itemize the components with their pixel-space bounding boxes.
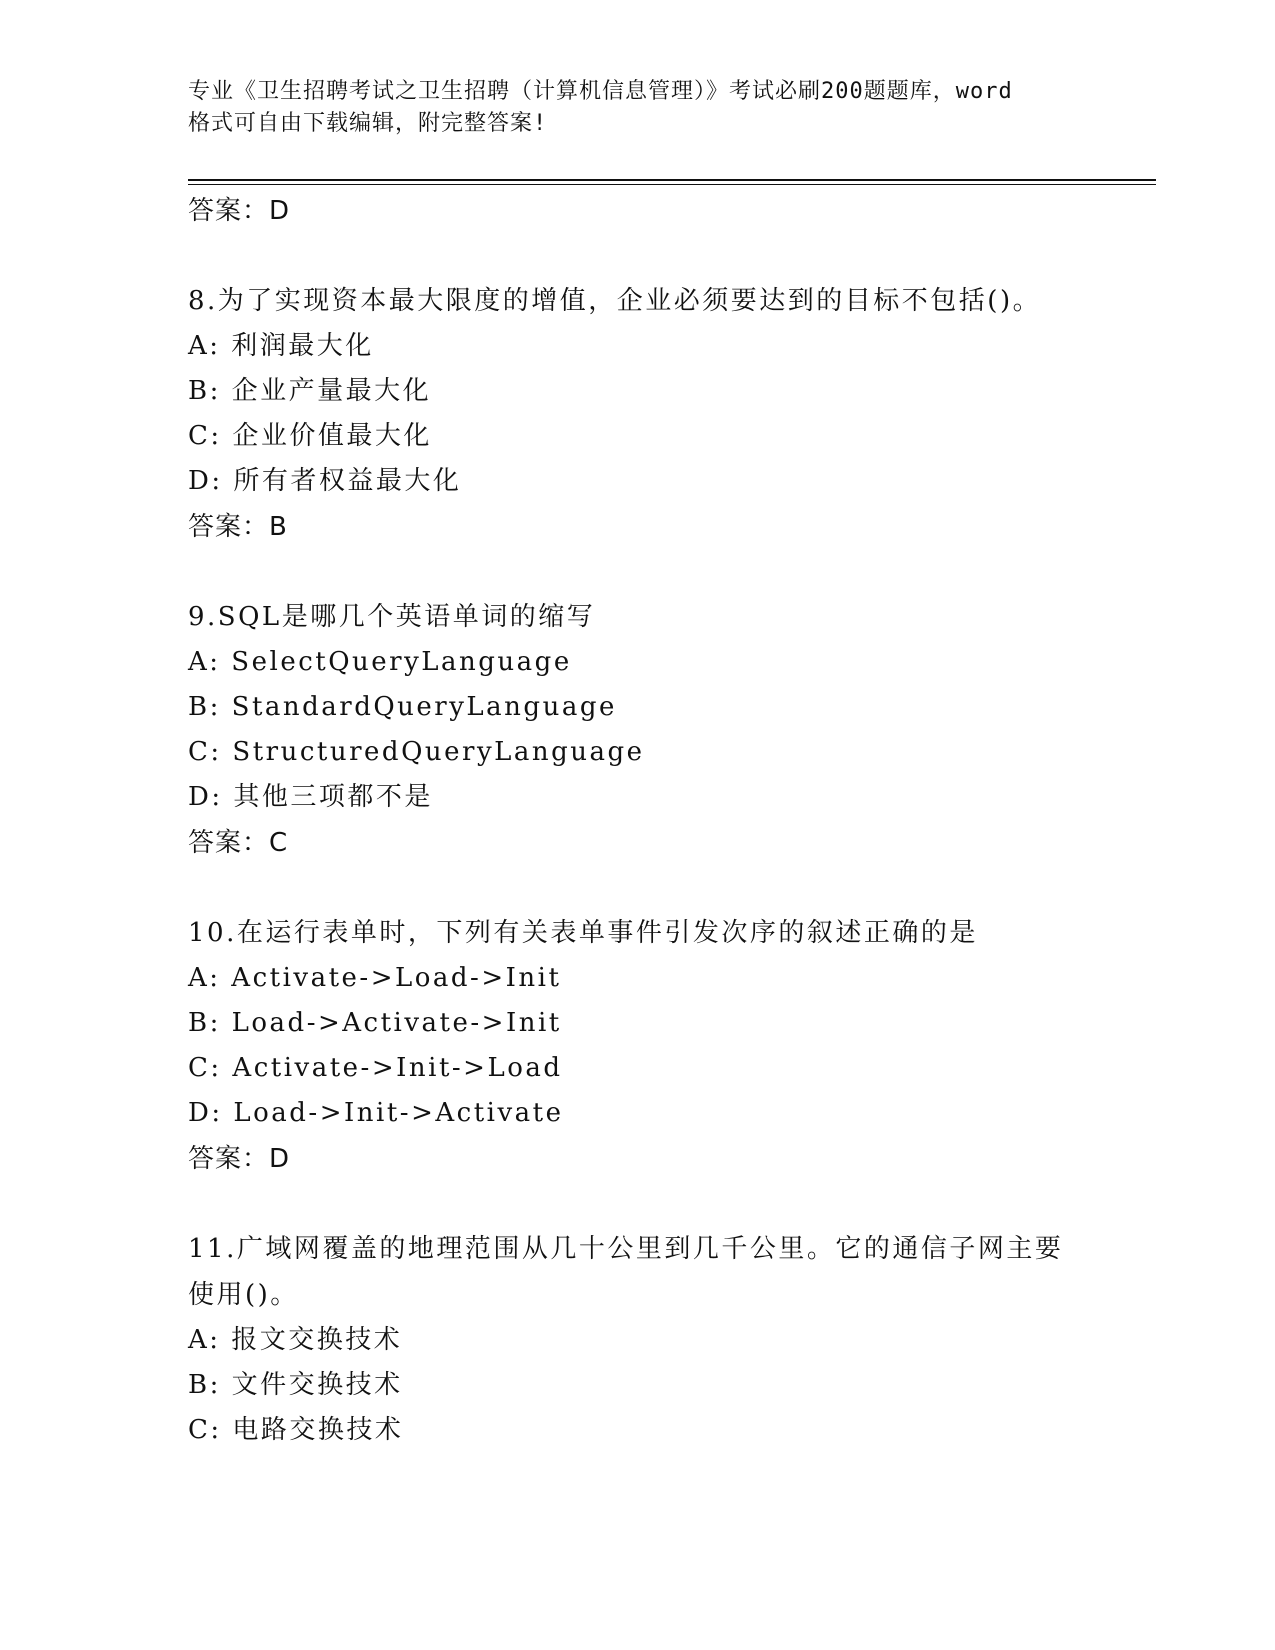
option-d: D: 所有者权益最大化 [188,466,462,496]
question-block [188,910,1108,1182]
option-d: D: Load->Init->Activate [188,1098,564,1128]
option-c: C: 电路交换技术 [188,1415,404,1445]
answer-line: 答案：D [188,196,291,226]
option-c: C: 企业价值最大化 [188,421,432,451]
question-stem: 8.为了实现资本最大限度的增值，企业必须要达到的目标不包括()。 [188,286,1042,316]
question-stem: 10.在运行表单时，下列有关表单事件引发次序的叙述正确的是 [188,918,978,948]
answer-line: 答案：C [188,828,289,858]
document-header [188,76,1088,140]
header-rule-thick [188,179,1156,181]
option-c: C: Activate->Init->Load [188,1053,563,1083]
question-stem-line-1: 11.广域网覆盖的地理范围从几十公里到几千公里。它的通信子网主要 [188,1234,1064,1264]
question-block [188,1226,1108,1453]
option-d: D: 其他三项都不是 [188,782,433,812]
header-line-2: 格式可自由下载编辑，附完整答案! [188,111,548,136]
answer-line: 答案：D [188,1144,291,1174]
question-stem-line-2: 使用()。 [188,1280,299,1310]
option-a: A: SelectQueryLanguage [188,647,572,677]
option-c: C: StructuredQueryLanguage [188,737,645,767]
header-rule-thin [188,184,1156,185]
option-a: A: Activate->Load->Init [188,963,562,993]
question-block [188,278,1108,550]
option-a: A: 报文交换技术 [188,1325,403,1355]
answer-line: 答案：B [188,512,288,542]
question-stem: 9.SQL是哪几个英语单词的缩写 [188,602,596,632]
option-b: B: StandardQueryLanguage [188,692,617,722]
option-b: B: 文件交换技术 [188,1370,403,1400]
option-a: A: 利润最大化 [188,331,374,361]
option-b: B: 企业产量最大化 [188,376,432,406]
option-b: B: Load->Activate->Init [188,1008,562,1038]
header-line-1: 专业《卫生招聘考试之卫生招聘（计算机信息管理）》考试必刷200题题库，word [188,79,1013,104]
question-list [188,188,1108,1453]
question-block [188,594,1108,866]
